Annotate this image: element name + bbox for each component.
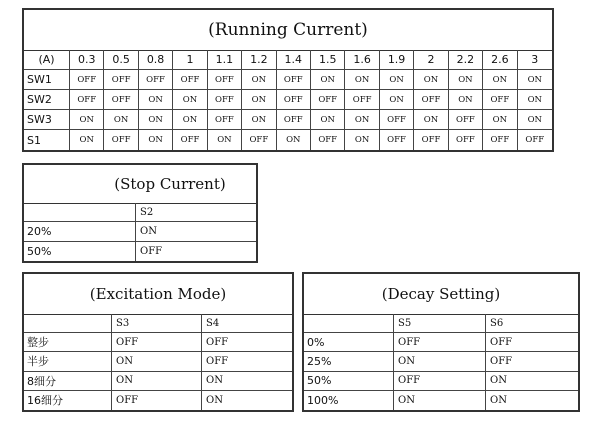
mode-label-cell: 整步	[24, 333, 112, 352]
switch-state-cell: OFF	[208, 110, 242, 130]
switch-state-cell: OFF	[380, 130, 414, 150]
switch-state-cell: OFF	[277, 90, 311, 110]
percent-label-cell: 20%	[24, 222, 136, 241]
switch-state-cell: OFF	[394, 372, 486, 391]
switch-state-cell: ON	[345, 110, 379, 130]
switch-state-cell: OFF	[277, 110, 311, 130]
switch-state-cell: ON	[483, 110, 517, 130]
mode-label-cell: 50%	[304, 372, 394, 391]
stop-current-grid	[24, 203, 256, 261]
switch-label-cell: SW3	[24, 110, 70, 130]
current-header-cell: 1.6	[345, 50, 379, 70]
switch-state-cell: ON	[380, 90, 414, 110]
switch-state-cell: OFF	[139, 70, 173, 90]
switch-state-cell: OFF	[486, 352, 578, 371]
excitation-mode-title: (Excitation Mode)	[89, 285, 227, 303]
switch-state-cell: ON	[380, 70, 414, 90]
stop-current-title-row	[24, 165, 256, 204]
switch-state-cell: OFF	[486, 333, 578, 352]
current-header-cell: 0.5	[104, 50, 138, 70]
switch-state-cell: ON	[518, 110, 552, 130]
switch-state-cell: OFF	[140, 245, 163, 257]
switch-state-cell: ON	[518, 70, 552, 90]
switch-label-cell: SW2	[24, 90, 70, 110]
switch-state-cell: OFF	[345, 90, 379, 110]
excitation-mode-table	[22, 272, 294, 412]
switch-state-cell: ON	[202, 372, 292, 391]
current-header-cell: 1.1	[208, 50, 242, 70]
switch-state-cell: OFF	[311, 90, 345, 110]
switch-state-cell: ON	[173, 90, 207, 110]
switch-state-cell: ON	[345, 130, 379, 150]
mode-label-cell: 半步	[24, 352, 112, 371]
stop-current-title: (Stop Current)	[114, 175, 226, 193]
excitation-mode-grid	[24, 314, 292, 410]
switch-state-cell: OFF	[483, 90, 517, 110]
switch-state-cell: OFF	[525, 135, 545, 145]
switch-state-cell: OFF	[394, 333, 486, 352]
switch-state-cell: OFF	[173, 70, 207, 90]
switch-state-cell: ON	[70, 130, 104, 150]
switch-state-cell: ON	[139, 110, 173, 130]
switch-state-cell: ON	[242, 70, 276, 90]
switch-state-cell: OFF	[70, 90, 104, 110]
current-header-cell: 3	[518, 50, 552, 70]
empty-header-cell	[24, 203, 136, 222]
switch-state-cell: ON	[112, 352, 202, 371]
running-current-table	[22, 8, 554, 152]
switch-state-cell: ON	[277, 130, 311, 150]
mode-label-cell: 25%	[304, 352, 394, 371]
switch-state-cell: OFF	[202, 333, 292, 352]
switch-state-cell: OFF	[104, 90, 138, 110]
switch-state-cell: ON	[173, 110, 207, 130]
corner-unit-cell: (A)	[24, 50, 70, 70]
running-current-grid	[24, 50, 552, 150]
switch-state-cell: OFF	[208, 70, 242, 90]
switch-header-cell: S2	[136, 203, 256, 222]
running-current-title-row	[24, 10, 552, 51]
switch-header-cell: S4	[202, 314, 292, 333]
current-header-cell: 1	[173, 50, 207, 70]
excitation-mode-title-row	[24, 274, 292, 315]
switch-state-cell: OFF	[414, 130, 448, 150]
switch-state-cell: ON	[136, 222, 256, 241]
switch-state-cell: ON	[104, 110, 138, 130]
current-header-cell: 2.6	[483, 50, 517, 70]
switch-label-cell: S1	[24, 130, 70, 150]
switch-state-cell: ON	[449, 70, 483, 90]
switch-state-cell: OFF	[449, 110, 483, 130]
current-header-cell: 2	[414, 50, 448, 70]
switch-state-cell: OFF	[414, 90, 448, 110]
switch-state-cell: OFF	[208, 90, 242, 110]
decay-setting-grid	[304, 314, 578, 410]
switch-state-cell: ON	[394, 352, 486, 371]
switch-state-cell: ON	[483, 70, 517, 90]
decay-setting-title-row	[304, 274, 578, 315]
switch-state-cell: ON	[394, 391, 486, 410]
switch-state-cell: OFF	[483, 130, 517, 150]
switch-header-cell: S5	[394, 314, 486, 333]
switch-state-cell: ON	[139, 90, 173, 110]
switch-state-cell: OFF	[242, 130, 276, 150]
empty-header-cell	[304, 314, 394, 333]
switch-state-cell: OFF	[202, 352, 292, 371]
switch-state-cell: ON	[242, 90, 276, 110]
switch-header-cell: S6	[486, 314, 578, 333]
switch-state-cell: OFF	[449, 130, 483, 150]
mode-label-cell: 0%	[304, 333, 394, 352]
switch-state-cell: ON	[242, 110, 276, 130]
mode-label-cell: 16细分	[24, 391, 112, 410]
current-header-cell: 1.2	[242, 50, 276, 70]
switch-state-cell: OFF	[104, 70, 138, 90]
switch-state-cell: OFF	[70, 70, 104, 90]
switch-state-cell: ON	[414, 110, 448, 130]
switch-state-cell: ON	[414, 70, 448, 90]
switch-state-cell: OFF	[112, 391, 202, 410]
decay-setting-title: (Decay Setting)	[381, 285, 501, 303]
switch-state-cell: OFF	[112, 333, 202, 352]
switch-state-cell: ON	[486, 372, 578, 391]
switch-state-cell: ON	[208, 130, 242, 150]
current-header-cell: 1.5	[311, 50, 345, 70]
decay-setting-table	[302, 272, 580, 412]
current-header-cell: 1.4	[277, 50, 311, 70]
switch-state-cell: ON	[311, 110, 345, 130]
current-header-cell: 0.3	[70, 50, 104, 70]
current-header-cell: 2.2	[449, 50, 483, 70]
switch-label-cell: SW1	[24, 70, 70, 90]
switch-state-cell: ON	[490, 394, 507, 406]
switch-state-cell: ON	[206, 394, 223, 406]
switch-state-cell: ON	[311, 70, 345, 90]
switch-state-cell: ON	[112, 372, 202, 391]
percent-label-cell: 50%	[24, 242, 136, 261]
switch-state-cell: OFF	[311, 130, 345, 150]
mode-label-cell: 8细分	[24, 372, 112, 391]
switch-state-cell: ON	[518, 90, 552, 110]
switch-state-cell: ON	[70, 110, 104, 130]
switch-state-cell: ON	[345, 70, 379, 90]
stop-current-table	[22, 163, 258, 263]
current-header-cell: 1.9	[380, 50, 414, 70]
switch-state-cell: ON	[139, 130, 173, 150]
switch-state-cell: OFF	[277, 70, 311, 90]
current-header-cell: 0.8	[139, 50, 173, 70]
switch-state-cell: OFF	[173, 130, 207, 150]
running-current-title: (Running Current)	[208, 20, 368, 40]
switch-state-cell: OFF	[380, 110, 414, 130]
switch-state-cell: ON	[449, 90, 483, 110]
empty-header-cell	[24, 314, 112, 333]
mode-label-cell: 100%	[304, 391, 394, 410]
switch-header-cell: S3	[112, 314, 202, 333]
switch-state-cell: OFF	[104, 130, 138, 150]
